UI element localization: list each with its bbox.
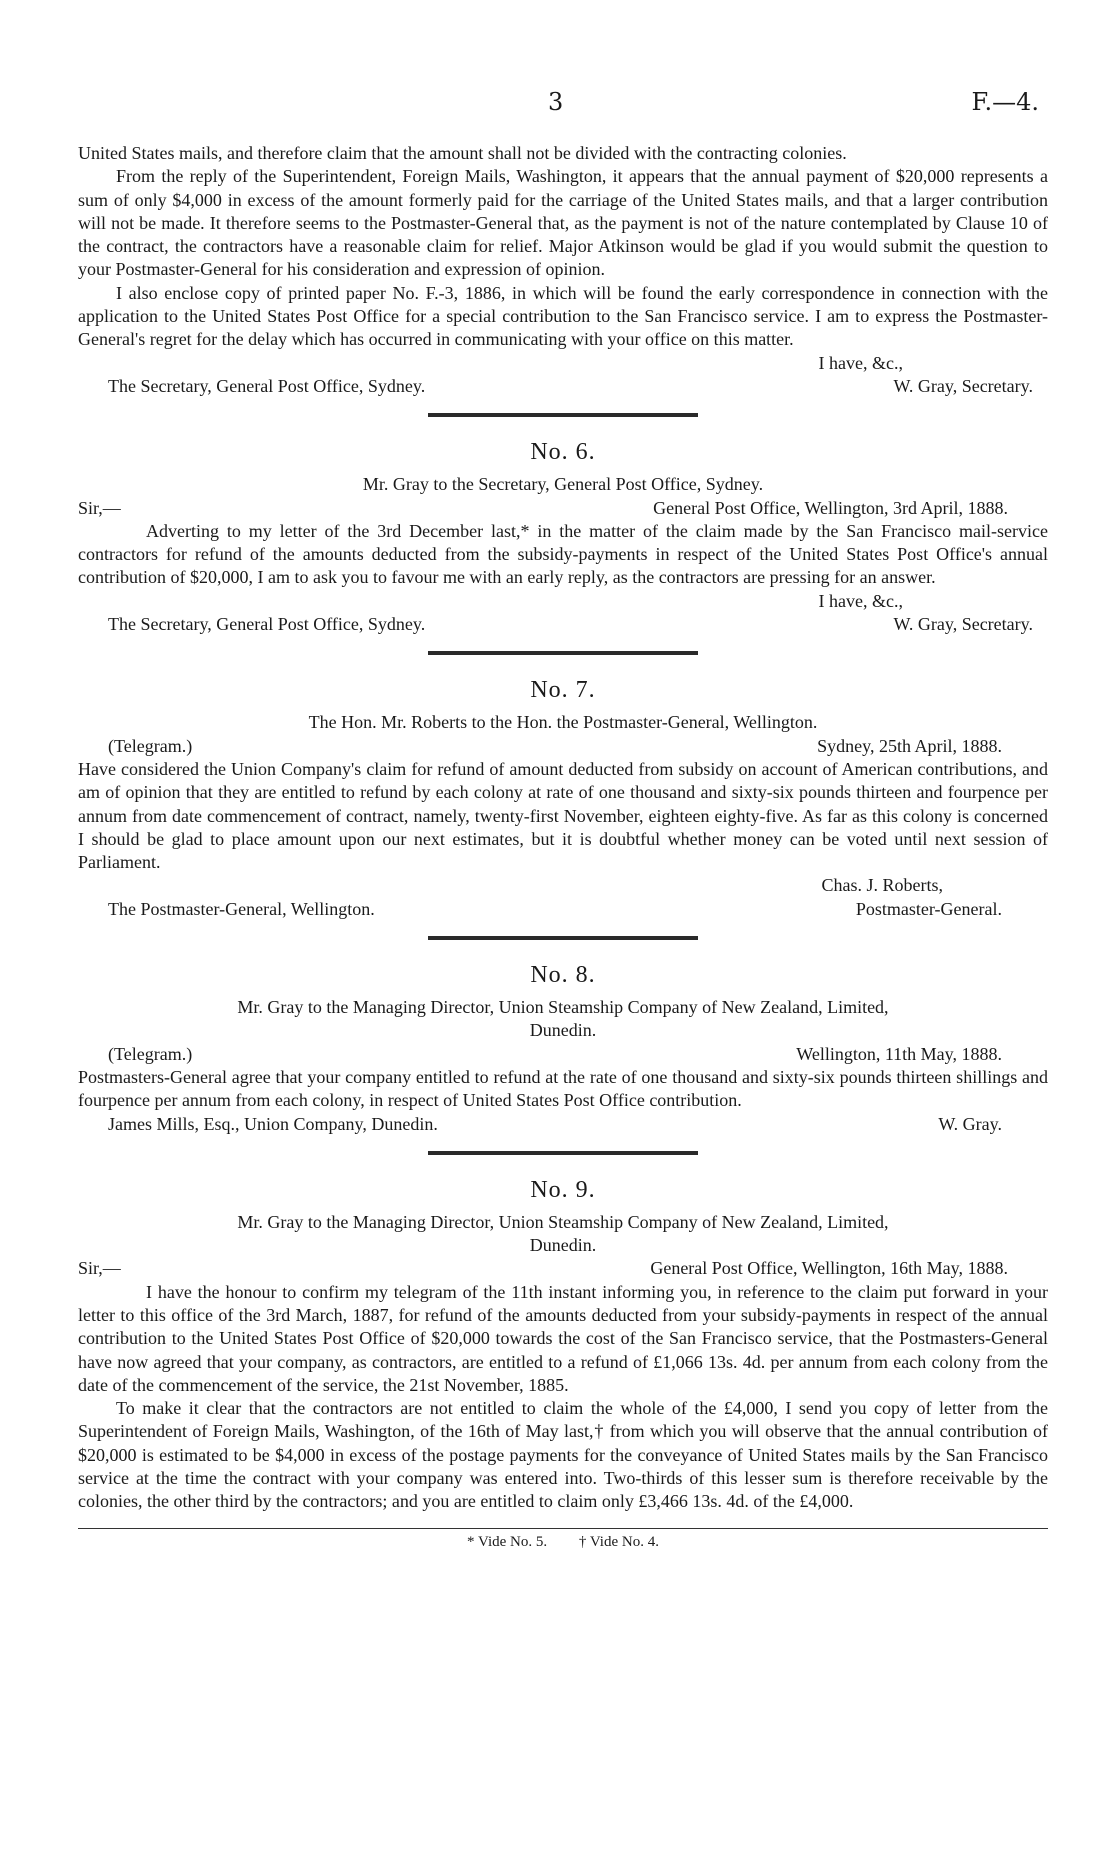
signature-title: Postmaster-General. (855, 898, 1002, 919)
page-number: 3 (548, 88, 564, 116)
telegram-body: Postmasters-General agree that your company entitled to refund at the rate of one thousand and sixty-six pounds thirteen shillings and fourpence per annum from each colony, in respect of United States Post Office contribution. (78, 1066, 1048, 1111)
salutation: Sir,— (78, 497, 121, 518)
letter-heading-city: Dunedin. (529, 1020, 597, 1041)
letter-no-6 (78, 437, 1048, 636)
section-divider (428, 413, 698, 417)
addressee: The Secretary, General Post Office, Sydney. (108, 614, 426, 635)
letter-body: Adverting to my letter of the 3rd December last,* in the matter of the claim made by the San Francisco mail-service contractors for refund of the amounts deducted from the subsidy-payments in respect of the United States Post Office's annual contribution of $20,000, I am to ask you to favour me with an early reply, as the contractors are pressing for an answer. (78, 520, 1048, 588)
intro-paragraph-2: From the reply of the Superintendent, Foreign Mails, Washington, it appears that the annual payment of $20,000 represents a sum of only $4,000 in excess of the amount formerly paid for the carriage of the United States mails, and that a larger contribution will not be made. It therefore seems to the Postmaster-General that, as the payment is not of the nature contemplated by Clause 10 of the contract, the contractors have a reasonable claim for relief. Major Atkinson would be glad if you would submit the question to your Postmaster-General for his consideration and expression of opinion. (78, 166, 1048, 280)
letter-number: No. 7. (530, 677, 596, 704)
place-date: Sydney, 25th April, 1888. (817, 735, 1002, 756)
signature: W. Gray, Secretary. (893, 614, 1033, 635)
letter-no-8 (78, 960, 1048, 1136)
letter-no-7 (78, 675, 1048, 921)
intro-signature: W. Gray, Secretary. (893, 375, 1033, 396)
letter-heading: The Hon. Mr. Roberts to the Hon. the Postmaster-General, Wellington. (308, 712, 818, 733)
telegram-label: (Telegram.) (108, 1043, 193, 1064)
footnote-2: † Vide No. 4. (578, 1533, 659, 1550)
document-reference: F.—4. (971, 88, 1039, 116)
letter-paragraph-2: To make it clear that the contractors are not entitled to claim the whole of the £4,000, I send you copy of letter from the Superintendent of Foreign Mails, Washington, of the 16th of May last,† from which you will observe that the annual contribution of $20,000 is estimated to be $4,000 in excess of the postage payments for the conveyance of United States mails by the San Francisco service at the time the contract with your company was entered into. Two-thirds of this lesser sum is therefore receivable by the colonies, the other third by the contractors; and you are entitled to claim only £3,466 13s. 4d. of the £4,000. (78, 1398, 1048, 1512)
letter-number: No. 8. (530, 962, 596, 989)
letter-number: No. 9. (530, 1176, 596, 1203)
footnote-1: * Vide No. 5. (467, 1533, 548, 1550)
page-content (78, 142, 1048, 1554)
letter-paragraph-1: I have the honour to confirm my telegram of the 11th instant informing you, in reference to the claim put forward in your letter to this office of the 3rd March, 1887, for refund of the amounts deducted from your subsidy-payments in respect of the annual contribution to the United States Post Office of $20,000 towards the cost of the San Francisco service, that the Postmasters-General have now agreed that your company, as contractors, are entitled to a refund of £1,066 13s. 4d. per annum from each colony from the date of the commencement of the service, the 21st November, 1885. (78, 1281, 1048, 1395)
section-divider (428, 1151, 698, 1155)
letter-no-9 (78, 1175, 1048, 1514)
salutation: Sir,— (78, 1258, 121, 1279)
addressee: The Postmaster-General, Wellington. (108, 898, 375, 919)
place-date: Wellington, 11th May, 1888. (796, 1043, 1002, 1064)
intro-closing: I have, &c., (818, 352, 903, 373)
telegram-body: Have considered the Union Company's claim for refund of amount deducted from subsidy on account of American contributions, and am of opinion that they are entitled to refund by each colony at rate of one thousand and sixty-six pounds thirteen and fourpence per annum from date commencement of contract, namely, twenty-first November, eighteen eighty-five. As far as this colony is concerned I should be glad to place amount upon our next estimates, but it is doubtful whether money can be voted until next session of Parliament. (78, 758, 1048, 873)
telegram-label: (Telegram.) (108, 735, 193, 756)
intro-addressee: The Secretary, General Post Office, Sydney. (108, 375, 426, 396)
letter-heading: Mr. Gray to the Secretary, General Post Office, Sydney. (362, 474, 764, 495)
place-date: General Post Office, Wellington, 16th May, 1888. (650, 1258, 1008, 1279)
place-date: General Post Office, Wellington, 3rd April, 1888. (653, 497, 1008, 518)
letter-heading: Mr. Gray to the Managing Director, Union Steamship Company of New Zealand, Limited, (237, 1211, 889, 1232)
signature: W. Gray. (938, 1113, 1002, 1134)
section-divider (428, 936, 698, 940)
intro-letter (78, 142, 1048, 398)
letter-heading: Mr. Gray to the Managing Director, Union Steamship Company of New Zealand, Limited, (237, 997, 889, 1018)
signature-name: Chas. J. Roberts, (821, 875, 943, 896)
closing: I have, &c., (818, 590, 903, 611)
intro-paragraph-3: I also enclose copy of printed paper No. F.-3, 1886, in which will be found the early correspondence in connection with the application to the United States Post Office for a special contribution to the San Francisco service. I am to express the Postmaster-General's regret for the delay which has occurred in communicating with your office on this matter. (78, 282, 1048, 350)
page-header (0, 88, 1114, 122)
section-divider (428, 651, 698, 655)
intro-paragraph-1: United States mails, and therefore claim that the amount shall not be divided with the contracting colonies. (78, 143, 847, 163)
letter-heading-city: Dunedin. (529, 1235, 597, 1256)
footnote-divider (78, 1528, 1048, 1529)
addressee: James Mills, Esq., Union Company, Dunedin. (108, 1113, 438, 1134)
letter-number: No. 6. (530, 439, 596, 466)
footnotes (78, 1531, 1048, 1554)
